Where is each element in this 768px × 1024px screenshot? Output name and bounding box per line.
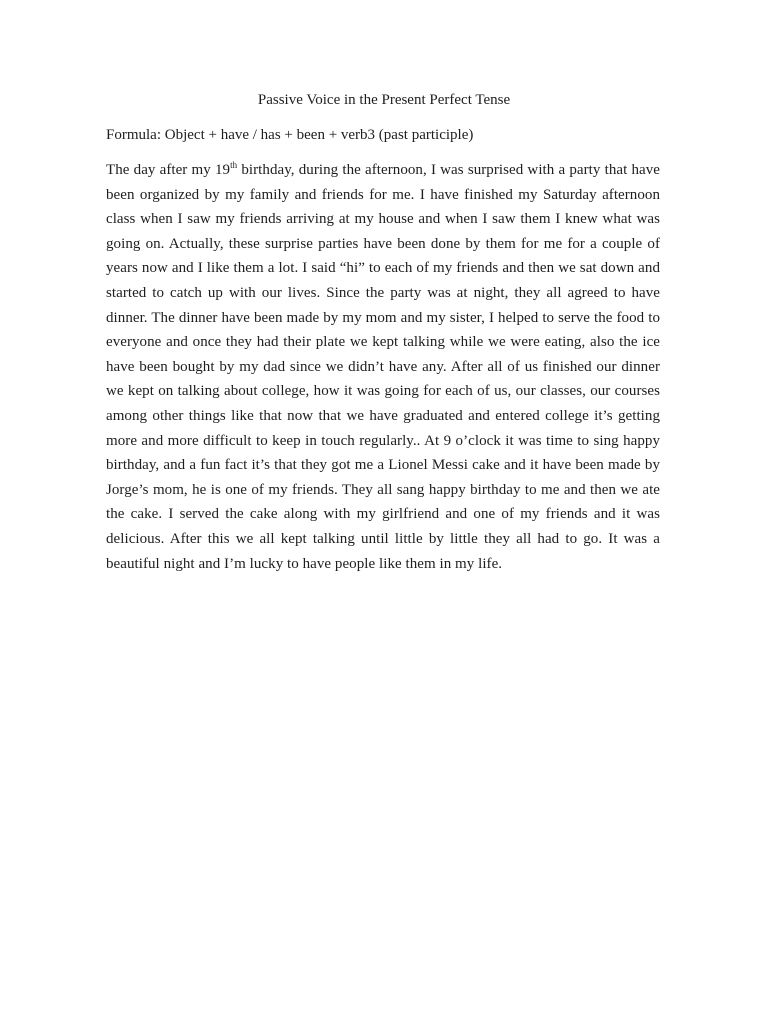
paragraph-text-start: The day after my 19 <box>106 162 231 178</box>
document-title: Passive Voice in the Present Perfect Tense <box>257 92 511 108</box>
paragraph-text-rest: birthday, during the afternoon, I was surprised with a party that have been organized by my family and friends for me. I have finished my Saturday afternoon class when I saw my friends arriving at my house and when I saw them I knew what was going on. Actually, these surprise parties have been done by them for me for a couple of years now and I like them a lot. I said “hi” to each of my friends and then we sat down and started to catch up with our lives. Since the party was at night, they all agreed to have dinner. The dinner have been made by my mom and my sister, I helped to serve the food to everyone and once they had their plate we kept talking while we were eating, also the ice have been bought by my dad since we didn’t have any. After all of us finished our dinner we kept on talking about college, how it was going for each of us, our classes, our courses among other things like that now that we have graduated and entered college it’s getting more and more difficult to keep in touch regularly.. At 9 o’clock it was time to sing happy birthday, and a fun fact it’s that they got me a Lionel Messi cake and it have been made by Jorge’s mom, he is one of my friends. They all sang happy birthday to me and then we ate the cake. I served the cake along with my girlfriend and one of my friends and it was delicious. After this we all kept talking until little by little they all had to go. It was a beautiful night and I’m lucky to have people like them in my life. <box>106 162 660 572</box>
ordinal-superscript: th <box>230 160 238 170</box>
formula-line: Formula: Object + have / has + been + verb3 (past participle) <box>106 127 474 143</box>
essay-paragraph <box>106 158 660 576</box>
